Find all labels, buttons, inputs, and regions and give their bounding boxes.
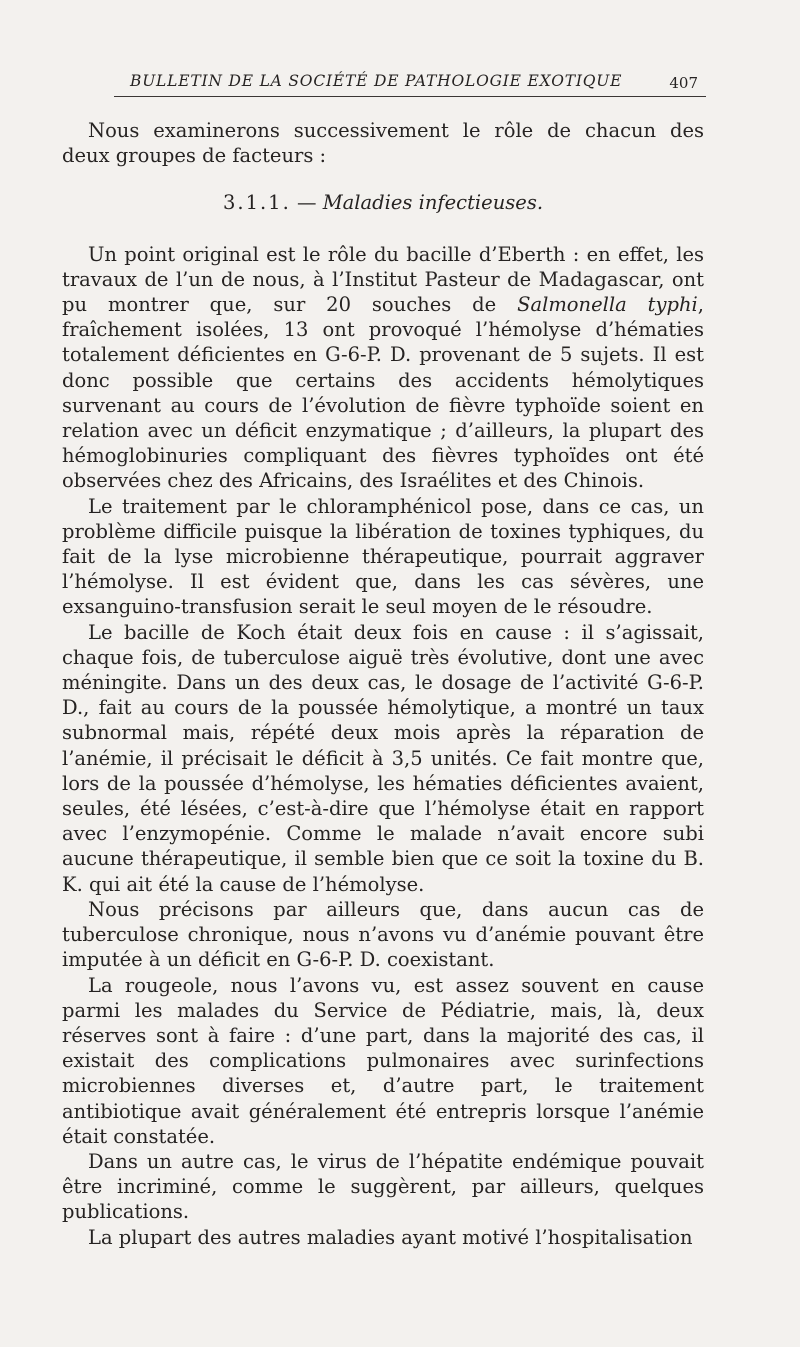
paragraph-autres: La plupart des autres maladies ayant motivé l’hospitalisation	[88, 1225, 693, 1249]
section-title: Maladies infectieuses.	[322, 191, 544, 215]
intro-paragraph: Nous examinerons successivement le rôle de chacun des deux groupes de facteurs :	[62, 119, 704, 168]
species-name: Salmonella typhi	[517, 293, 698, 317]
page-number: 407	[669, 74, 698, 92]
paragraph-eberth	[62, 242, 704, 494]
running-header	[114, 72, 706, 97]
paragraph-chloramphenicol: Le traitement par le chloramphénicol pose, dans ce cas, un problème difficile puisque la libération de toxines typhiques, du fait de la lyse microbienne thérapeutique, pourrait aggraver l’hémolyse. Il est évident que, dans les cas sévères, une exsanguino-transfusion serait le seul moyen de le résoudre.	[62, 494, 704, 619]
paragraph-tuberculose: Nous précisons par ailleurs que, dans aucun cas de tuberculose chronique, nous n’avons vu d’anémie pouvant être imputée à un déficit en G-6-P. D. coexistant.	[62, 897, 704, 972]
paragraph-hepatite: Dans un autre cas, le virus de l’hépatite endémique pouvait être incriminé, comme le suggèrent, par ailleurs, quelques publications.	[62, 1149, 704, 1224]
section-heading	[62, 190, 704, 215]
section-dash: —	[290, 191, 323, 215]
running-title: BULLETIN DE LA SOCIÉTÉ DE PATHOLOGIE EXOTIQUE	[130, 72, 623, 90]
section-number: 3.1.1.	[222, 191, 291, 215]
paragraph-eberth-part-b: , fraîchement isolées, 13 ont provoqué l’hémolyse d’hématies totalement déficientes en G-6-P. D. provenant de 5 sujets. Il est donc possible que certains des accidents hémolytiques survenant au cours de l’évolution de fièvre typhoïde soient en relation avec un déficit enzymatique ; d’ailleurs, la plupart des hémoglobinuries compliquant des fièvres typhoïdes ont été observées chez des Africains, des Israélites et des Chinois.	[62, 293, 704, 493]
paragraph-eberth-part-a: Un point original est le rôle du bacille d’Eberth : en effet, les travaux de l’un de nous, à l’Institut Pasteur de Madagascar, ont pu montrer que, sur 20 souches de	[62, 242, 704, 317]
paragraph-koch: Le bacille de Koch était deux fois en cause : il s’agissait, chaque fois, de tuberculose aiguë très évolutive, dont une avec méningite. Dans un des deux cas, le dosage de l’activité G-6-P. D., fait au cours de la poussée hémolytique, a montré un taux subnormal mais, répété deux mois après la réparation de l’anémie, il précisait le déficit à 3,5 unités. Ce fait montre que, lors de la poussée d’hémolyse, les hématies déficientes avaient, seules, été lésées, c’est-à-dire que l’hémolyse était en rapport avec l’enzymopénie. Comme le malade n’avait encore subi aucune thérapeutique, il semble bien que ce soit la toxine du B. K. qui ait été la cause de l’hémolyse.	[62, 620, 704, 896]
body-text	[62, 118, 704, 1250]
paragraph-rougeole: La rougeole, nous l’avons vu, est assez souvent en cause parmi les malades du Service de Pédiatrie, mais, là, deux réserves sont à faire : d’une part, dans la majorité des cas, il existait des complications pulmonaires avec surinfections microbiennes diverses et, d’autre part, le traitement antibiotique avait généralement été entrepris lorsque l’anémie était constatée.	[62, 973, 704, 1148]
